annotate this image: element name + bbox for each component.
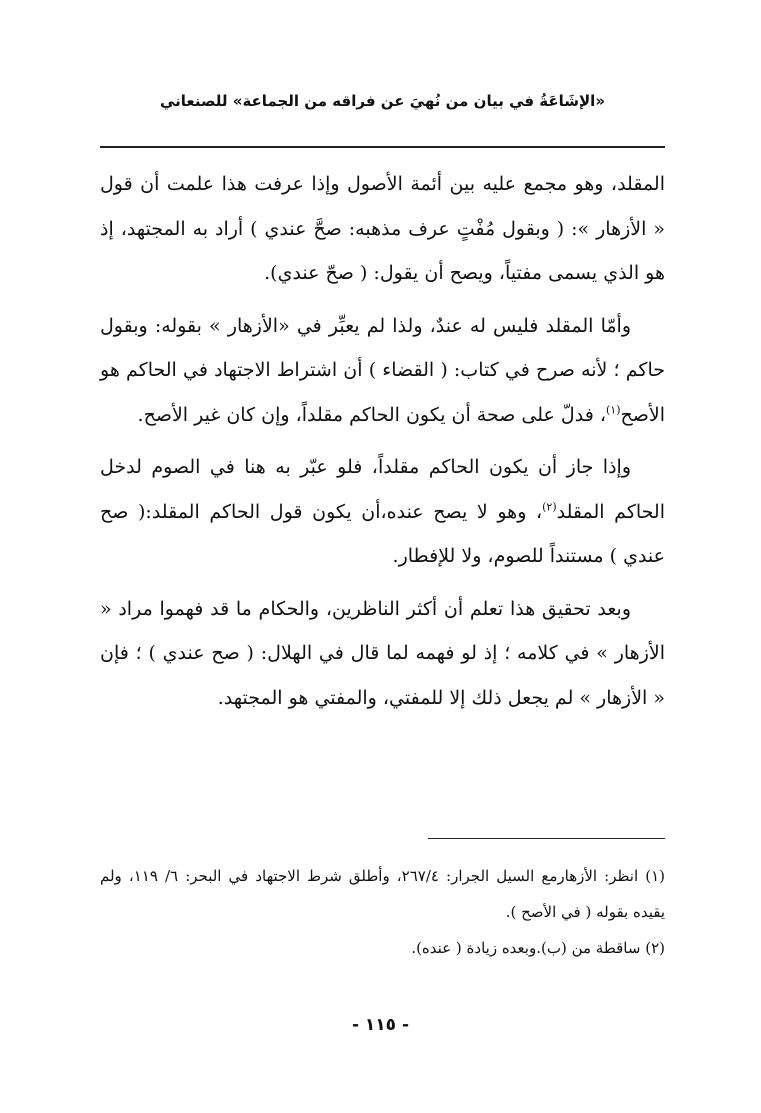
paragraph-3	[100, 445, 665, 579]
page-number: - ١١٥ -	[351, 1015, 410, 1035]
paragraph-1: المقلد، وهو مجمع عليه بين أئمة الأصول وإذا عرفت هذا علمت أن قول « الأزهار »: ( وبقول مُفْتٍ عرف مذهبه: صحَّ عندي ) أراد به المجتهد، إذ هو الذي يسمى مفتياً، ويصح أن يقول: ( صحّ عندي).	[100, 173, 665, 284]
footnote-1: (١) انظر: الأزهارمع السيل الجرار: ٢٦٧/٤، وأطلق شرط الاجتهاد في البحر: ٦/ ١١٩، ولم يقيده بقوله ( في الأصح ).	[100, 867, 665, 921]
running-header: «الإشَاعَةُ في بيان من نُهيَ عن فراقه من الجماعة» للصنعاني	[159, 92, 606, 110]
footnote-2: (٢) ساقطة من (ب).وبعده زيادة ( عنده).	[411, 939, 665, 957]
paragraph-3-text-b: ، وهو لا يصح عنده،أن يكون قول الحاكم المقلد:( صح عندي ) مستنداً للصوم، ولا للإفطار.	[100, 500, 665, 567]
paragraph-4: وبعد تحقيق هذا تعلم أن أكثر الناظرين، والحكام ما قد فهموا مراد « الأزهار » في كلامه ؛ إذ لو فهمه لما قال في الهلال: ( صح عندي ) ؛ فإن « الأزهار » لم يجعل ذلك إلا للمفتي، والمفتي هو المجتهد.	[100, 597, 665, 709]
paragraph-2	[100, 304, 665, 438]
paragraph-3-text-a: وإذا جاز أن يكون الحاكم مقلداً، فلو عبّر به هنا في الصوم لدخل الحاكم المقلد	[100, 456, 665, 523]
main-text	[100, 162, 665, 728]
paragraph-2-text-b: ، فدلّ على صحة أن يكون الحاكم مقلداً، وإن كان غير الأصح.	[137, 403, 606, 426]
paragraph-2-text-a: وأمّا المقلد فليس له عندٌ، ولذا لم يعبِّر في «الأزهار » بقوله: وبقول حاكم ؛ لأنه صرح في كتاب: ( القضاء ) أن اشتراط الاجتهاد في الحاكم هو الأصح	[100, 314, 665, 426]
footnote-divider	[428, 838, 665, 839]
footnote-ref-2: (٢)	[542, 500, 557, 514]
footnote-ref-1: (١)	[605, 403, 621, 417]
header-divider	[100, 146, 665, 148]
footnotes	[100, 858, 665, 966]
